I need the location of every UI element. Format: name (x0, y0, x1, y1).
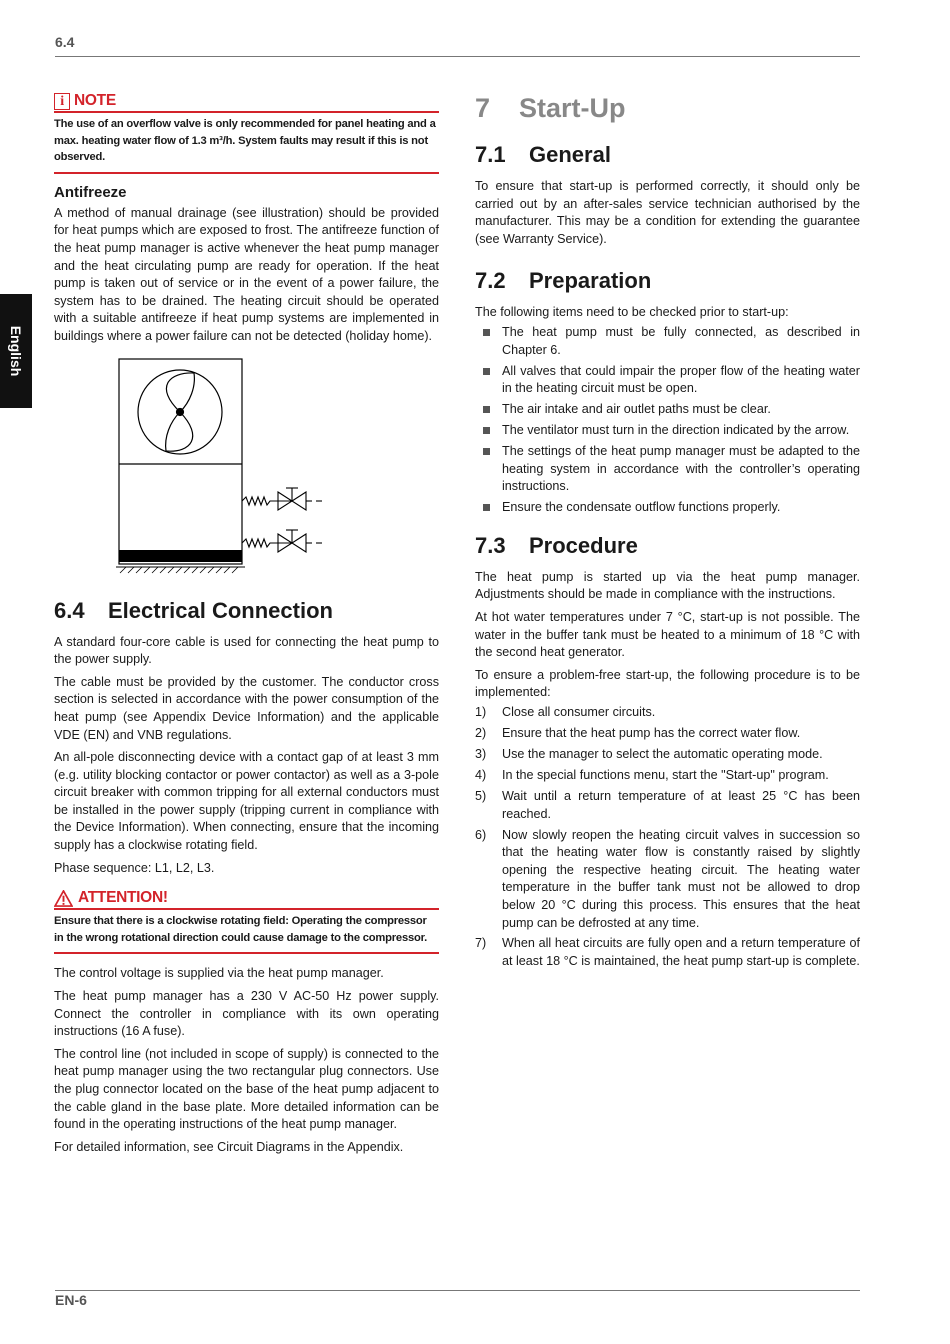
step-text: Wait until a return temperature of at least 25 °C has been reached. (502, 788, 860, 821)
control-paragraph: For detailed information, see Circuit Diagrams in the Appendix. (54, 1139, 404, 1154)
upper-drain-valve-icon (242, 488, 322, 510)
control-paragraph: The control voltage is supplied via the heat pump manager. (54, 966, 384, 981)
section-number: 7.3 (475, 532, 506, 558)
antifreeze-heading: Antifreeze (54, 183, 127, 201)
attention-block (54, 889, 439, 954)
header-section-number: 6.4 (55, 34, 75, 50)
lower-drain-valve-icon (242, 530, 322, 552)
left-column (54, 92, 439, 1161)
step-number: 6) (475, 827, 487, 842)
procedure-steps (475, 704, 860, 971)
list-item (475, 767, 860, 785)
control-paragraph: The control line (not included in scope of supply) is connected to the heat pump manager using the two rectangular plug connectors. Use the plug connector located on the base of the heat pump adjacent to the cable gland in the base plate. More detailed information can be found in the operating instructions of the heat pump manager. (54, 1046, 439, 1132)
language-tab (0, 294, 32, 408)
section-number: 7.1 (475, 142, 506, 167)
note-text: The use of an overflow valve is only recommended for panel heating and a max. heating water flow of 1.3 m³/h. System faults may result if this is not observed. (54, 118, 436, 164)
list-item (475, 704, 860, 722)
attention-heading (54, 889, 439, 907)
list-item: The settings of the heat pump manager must be adapted to the heating system in accordance with the controller’s operating instructions. (475, 443, 860, 496)
step-number: 4) (475, 767, 487, 782)
procedure-paragraph: To ensure a problem-free start-up, the following procedure is to be implemented: (475, 667, 860, 700)
attention-text: Ensure that there is a clockwise rotating field: Operating the compressor in the wrong rotational direction could cause damage to the compressor. (54, 915, 428, 944)
unit-base (119, 550, 242, 562)
step-text: Use the manager to select the automatic operating mode. (502, 746, 823, 761)
note-heading (54, 92, 439, 110)
general-heading (475, 142, 860, 168)
list-item: All valves that could impair the proper flow of the heating water in the heating circuit must be open. (475, 363, 860, 398)
step-text: In the special functions menu, start the "Start-up" program. (502, 767, 829, 782)
list-item: The ventilator must turn in the direction indicated by the arrow. (475, 422, 860, 440)
list-item (475, 788, 860, 823)
warning-triangle-icon (54, 890, 73, 907)
chapter-number: 7 (475, 93, 491, 123)
electrical-connection-heading (54, 598, 439, 624)
list-item: The heat pump must be fully connected, as described in Chapter 6. (475, 324, 860, 359)
step-number: 1) (475, 705, 487, 720)
electrical-paragraph: A standard four-core cable is used for connecting the heat pump to the power supply. (54, 634, 439, 667)
info-icon: i (54, 93, 70, 110)
section-title: Electrical Connection (108, 597, 333, 623)
step-number: 2) (475, 726, 487, 740)
step-text: Close all consumer circuits. (502, 705, 656, 720)
list-item (475, 935, 860, 970)
section-title: Preparation (529, 268, 652, 294)
antifreeze-text: A method of manual drainage (see illustration) should be provided for heat pumps which are exposed to frost. The antifreeze function of the heat pump manager is active whenever the heat pump manager and the heat circulating pump are ready for operation. If the heat pump is taken out of service or in the event of a power failure, the system has to be drained. The heating circuit should be operated with a suitable antifreeze if heat pump systems are implemented in buildings where a power failure can not be detected (holiday home). (54, 205, 439, 343)
section-title: General (529, 142, 611, 167)
list-item (475, 746, 860, 764)
step-text: Ensure that the heat pump has the correct water flow. (502, 726, 801, 740)
manual-drainage-diagram (54, 357, 439, 579)
step-text: Now slowly reopen the heating circuit valves in succession so that the heating water flow is constantly raised by slightly opening the respective heating circuit. The heating water temperature in the buffer tank must not be allowed to drop below 20 °C during this process. This ensures that the heat pump can be defrosted at any time. (502, 827, 860, 930)
note-title: NOTE (74, 92, 116, 109)
electrical-paragraph: An all-pole disconnecting device with a contact gap of at least 3 mm (e.g. utility blocking contactor or power contactor) as well as a 3-pole circuit breaker with common tripping for all external conductors must be installed in the power supply (tripping current in compliance with the Device Information). When connecting, ensure that the incoming supply has a clockwise rotating field. (54, 750, 439, 853)
list-item: The air intake and air outlet paths must be clear. (475, 401, 860, 419)
step-text: When all heat circuits are fully open and a return temperature of at least 18 °C is maintained, the heat pump start-up is complete. (502, 936, 860, 969)
preparation-heading (475, 268, 860, 294)
right-column (475, 92, 860, 974)
page-number: EN-6 (55, 1292, 87, 1308)
procedure-heading (475, 533, 860, 559)
control-paragraph: The heat pump manager has a 230 V AC-50 Hz power supply. Connect the controller in compliance with its own operating instructions (16 A fuse). (54, 989, 439, 1039)
chapter-heading (475, 92, 860, 124)
procedure-paragraph: At hot water temperatures under 7 °C, start-up is not possible. The water in the buffer tank must be heated to a minimum of 18 °C with the second heat generator. (475, 610, 860, 660)
list-item (475, 827, 860, 933)
footer-rule (55, 1290, 860, 1291)
language-tab-label: English (8, 325, 24, 377)
note-block (54, 92, 439, 174)
chapter-title: Start-Up (519, 93, 626, 123)
section-number: 7.2 (475, 268, 506, 294)
header-rule (55, 56, 860, 57)
step-number: 7) (475, 936, 487, 951)
step-number: 5) (475, 788, 487, 803)
heat-pump-unit (119, 359, 242, 564)
list-item: Ensure the condensate outflow functions properly. (475, 499, 860, 517)
procedure-paragraph: The heat pump is started up via the heat pump manager. Adjustments should be made in compliance with the instructions. (475, 569, 860, 602)
ground-hatch (120, 567, 238, 573)
section-number: 6.4 (54, 597, 85, 623)
general-text: To ensure that start-up is performed correctly, it should only be carried out by an after-sales service technician authorised by the manufacturer. This may be a condition for extending the guarantee (see Warranty Service). (475, 179, 860, 246)
attention-title: ATTENTION! (78, 889, 168, 907)
electrical-paragraph: The cable must be provided by the customer. The conductor cross section is selected in accordance with the power consumption of the heat pump (see Appendix Device Information) and the applicable VDE (EN) and VNB regulations. (54, 674, 439, 742)
note-box (54, 111, 439, 174)
list-item (475, 725, 860, 743)
electrical-paragraph: Phase sequence: L1, L2, L3. (54, 860, 215, 875)
preparation-checklist (475, 324, 860, 517)
preparation-intro: The following items need to be checked prior to start-up: (475, 305, 789, 320)
attention-box (54, 908, 439, 954)
section-title: Procedure (529, 532, 638, 558)
fan-blades-icon (166, 372, 195, 450)
step-number: 3) (475, 746, 487, 761)
